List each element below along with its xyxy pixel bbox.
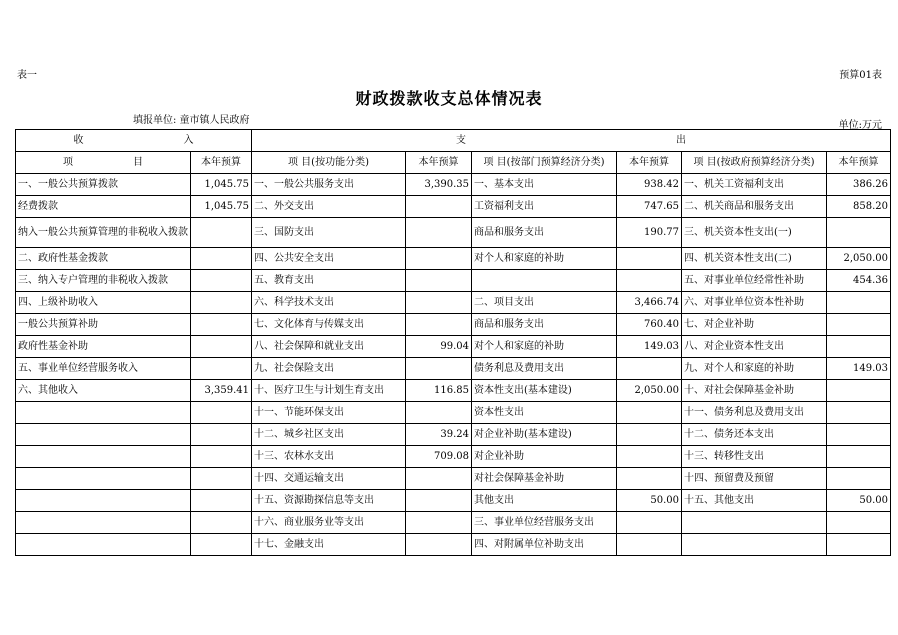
dept-budget-cell (617, 248, 682, 270)
func-item-cell: 十一、节能环保支出 (252, 402, 406, 424)
dept-budget-cell (617, 270, 682, 292)
income-budget-cell (191, 358, 252, 380)
col-header-dept: 项 目(按部门预算经济分类) (472, 152, 617, 174)
gov-item-cell: 二、机关商品和服务支出 (682, 196, 827, 218)
gov-item-cell: 四、机关资本性支出(二) (682, 248, 827, 270)
dept-budget-cell (617, 446, 682, 468)
gov-item-cell (682, 534, 827, 556)
income-item-cell (16, 468, 191, 490)
gov-item-cell: 十三、转移性支出 (682, 446, 827, 468)
income-item-cell: 二、政府性基金拨款 (16, 248, 191, 270)
func-budget-cell (406, 270, 472, 292)
func-budget-cell (406, 490, 472, 512)
table-row (16, 196, 891, 218)
func-budget-cell (406, 468, 472, 490)
income-item-cell: 六、其他收入 (16, 380, 191, 402)
gov-budget-cell (827, 534, 891, 556)
gov-budget-cell (827, 512, 891, 534)
income-item-cell: 一、一般公共预算拨款 (16, 174, 191, 196)
dept-budget-cell: 760.40 (617, 314, 682, 336)
gov-budget-cell: 50.00 (827, 490, 891, 512)
income-budget-cell (191, 292, 252, 314)
income-group-left: 收 (73, 135, 84, 146)
currency-unit: 单位:万元 (838, 120, 882, 131)
gov-item-cell: 九、对个人和家庭的补助 (682, 358, 827, 380)
income-item-cell: 五、事业单位经营服务收入 (16, 358, 191, 380)
page-title: 财政拨款收支总体情况表 (355, 89, 543, 108)
table-row (16, 490, 891, 512)
income-item-cell (16, 446, 191, 468)
column-header-row (16, 152, 891, 174)
func-budget-cell (406, 512, 472, 534)
func-item-cell: 五、教育支出 (252, 270, 406, 292)
func-budget-cell (406, 196, 472, 218)
income-budget-cell: 3,359.41 (191, 380, 252, 402)
func-item-cell: 十二、城乡社区支出 (252, 424, 406, 446)
gov-budget-cell (827, 292, 891, 314)
table-row (16, 314, 891, 336)
dept-item-cell: 二、项目支出 (472, 292, 617, 314)
func-budget-cell (406, 314, 472, 336)
gov-budget-cell (827, 218, 891, 248)
dept-budget-cell (617, 468, 682, 490)
dept-budget-cell: 50.00 (617, 490, 682, 512)
income-budget-cell (191, 424, 252, 446)
dept-budget-cell (617, 358, 682, 380)
gov-item-cell: 一、机关工资福利支出 (682, 174, 827, 196)
gov-budget-cell: 149.03 (827, 358, 891, 380)
income-budget-cell (191, 218, 252, 248)
table-row (16, 424, 891, 446)
table-row (16, 270, 891, 292)
table-row (16, 512, 891, 534)
func-budget-cell: 3,390.35 (406, 174, 472, 196)
dept-budget-cell: 190.77 (617, 218, 682, 248)
dept-budget-cell (617, 424, 682, 446)
func-item-cell: 一、一般公共服务支出 (252, 174, 406, 196)
gov-budget-cell (827, 314, 891, 336)
dept-item-cell: 对企业补助 (472, 446, 617, 468)
gov-item-cell: 六、对事业单位资本性补助 (682, 292, 827, 314)
dept-budget-cell: 747.65 (617, 196, 682, 218)
func-item-cell: 四、公共安全支出 (252, 248, 406, 270)
gov-budget-cell (827, 424, 891, 446)
func-budget-cell (406, 292, 472, 314)
func-item-cell: 十五、资源勘探信息等支出 (252, 490, 406, 512)
income-item-cell: 一般公共预算补助 (16, 314, 191, 336)
income-budget-cell (191, 336, 252, 358)
col-item-right: 目 (133, 157, 143, 168)
func-budget-cell (406, 218, 472, 248)
func-item-cell: 十四、交通运输支出 (252, 468, 406, 490)
gov-item-cell: 十五、其他支出 (682, 490, 827, 512)
gov-budget-cell: 454.36 (827, 270, 891, 292)
func-item-cell: 十七、金融支出 (252, 534, 406, 556)
income-budget-cell: 1,045.75 (191, 174, 252, 196)
col-header-gov: 项 目(按政府预算经济分类) (682, 152, 827, 174)
income-item-cell: 经费拨款 (16, 196, 191, 218)
func-budget-cell: 116.85 (406, 380, 472, 402)
dept-item-cell: 一、基本支出 (472, 174, 617, 196)
table-row (16, 446, 891, 468)
income-item-cell (16, 512, 191, 534)
table-row (16, 380, 891, 402)
gov-budget-cell: 858.20 (827, 196, 891, 218)
func-budget-cell: 709.08 (406, 446, 472, 468)
gov-item-cell: 三、机关资本性支出(一) (682, 218, 827, 248)
func-budget-cell (406, 358, 472, 380)
gov-item-cell: 八、对企业资本性支出 (682, 336, 827, 358)
group-header-row (16, 130, 891, 152)
income-item-cell: 四、上级补助收入 (16, 292, 191, 314)
dept-budget-cell: 2,050.00 (617, 380, 682, 402)
col-item-left: 项 (63, 157, 73, 168)
gov-item-cell: 十一、债务利息及费用支出 (682, 402, 827, 424)
dept-budget-cell: 3,466.74 (617, 292, 682, 314)
func-item-cell: 六、科学技术支出 (252, 292, 406, 314)
func-item-cell: 九、社会保险支出 (252, 358, 406, 380)
func-budget-cell: 99.04 (406, 336, 472, 358)
dept-item-cell: 商品和服务支出 (472, 218, 617, 248)
income-budget-cell (191, 314, 252, 336)
gov-item-cell: 十二、债务还本支出 (682, 424, 827, 446)
income-budget-cell (191, 402, 252, 424)
gov-item-cell (682, 512, 827, 534)
form-code-label: 预算01表 (839, 70, 882, 81)
expense-group-header (252, 130, 891, 152)
dept-item-cell: 对企业补助(基本建设) (472, 424, 617, 446)
income-item-cell (16, 402, 191, 424)
dept-item-cell: 债务利息及费用支出 (472, 358, 617, 380)
table-row (16, 218, 891, 248)
gov-budget-cell (827, 402, 891, 424)
income-item-cell (16, 534, 191, 556)
dept-item-cell: 四、对附属单位补助支出 (472, 534, 617, 556)
dept-item-cell: 三、事业单位经营服务支出 (472, 512, 617, 534)
income-budget-cell (191, 446, 252, 468)
func-item-cell: 十、医疗卫生与计划生育支出 (252, 380, 406, 402)
table-row (16, 402, 891, 424)
func-item-cell: 七、文化体育与传媒支出 (252, 314, 406, 336)
dept-budget-cell: 938.42 (617, 174, 682, 196)
col-header-func: 项 目(按功能分类) (252, 152, 406, 174)
dept-item-cell: 商品和服务支出 (472, 314, 617, 336)
dept-item-cell: 工资福利支出 (472, 196, 617, 218)
income-budget-cell: 1,045.75 (191, 196, 252, 218)
income-budget-cell (191, 490, 252, 512)
expense-group-right: 出 (676, 135, 686, 146)
table-row (16, 336, 891, 358)
income-group-right: 入 (183, 135, 194, 146)
dept-item-cell: 对社会保障基金补助 (472, 468, 617, 490)
gov-budget-cell (827, 380, 891, 402)
gov-item-cell: 七、对企业补助 (682, 314, 827, 336)
dept-item-cell: 资本性支出(基本建设) (472, 380, 617, 402)
expense-group-left: 支 (456, 135, 466, 146)
income-item-cell (16, 490, 191, 512)
table-row (16, 468, 891, 490)
income-budget-cell (191, 468, 252, 490)
dept-item-cell: 其他支出 (472, 490, 617, 512)
gov-budget-cell: 2,050.00 (827, 248, 891, 270)
dept-item-cell: 对个人和家庭的补助 (472, 248, 617, 270)
income-item-cell: 政府性基金补助 (16, 336, 191, 358)
income-item-cell: 纳入一般公共预算管理的非税收入拨款 (16, 218, 191, 248)
gov-budget-cell (827, 336, 891, 358)
dept-budget-cell (617, 512, 682, 534)
income-budget-cell (191, 512, 252, 534)
func-item-cell: 十六、商业服务业等支出 (252, 512, 406, 534)
dept-budget-cell (617, 402, 682, 424)
table-row (16, 358, 891, 380)
func-item-cell: 十三、农林水支出 (252, 446, 406, 468)
table-row (16, 174, 891, 196)
col-header-income-item (16, 152, 191, 174)
gov-item-cell: 十四、预留费及预留 (682, 468, 827, 490)
gov-budget-cell: 386.26 (827, 174, 891, 196)
func-budget-cell: 39.24 (406, 424, 472, 446)
func-item-cell: 二、外交支出 (252, 196, 406, 218)
dept-item-cell: 资本性支出 (472, 402, 617, 424)
col-header-dept-budget: 本年预算 (617, 152, 682, 174)
table-row (16, 534, 891, 556)
income-budget-cell (191, 248, 252, 270)
table-number-label: 表一 (17, 70, 37, 81)
income-budget-cell (191, 534, 252, 556)
table-row (16, 292, 891, 314)
table-row (16, 248, 891, 270)
func-budget-cell (406, 248, 472, 270)
income-budget-cell (191, 270, 252, 292)
gov-budget-cell (827, 446, 891, 468)
func-item-cell: 三、国防支出 (252, 218, 406, 248)
gov-budget-cell (827, 468, 891, 490)
income-item-cell: 三、纳入专户管理的非税收入拨款 (16, 270, 191, 292)
dept-item-cell (472, 270, 617, 292)
filing-unit: 填报单位: 童市镇人民政府 (133, 115, 250, 126)
dept-budget-cell: 149.03 (617, 336, 682, 358)
dept-budget-cell (617, 534, 682, 556)
budget-table (15, 129, 891, 556)
func-budget-cell (406, 534, 472, 556)
func-budget-cell (406, 402, 472, 424)
col-header-income-budget: 本年预算 (191, 152, 252, 174)
dept-item-cell: 对个人和家庭的补助 (472, 336, 617, 358)
income-item-cell (16, 424, 191, 446)
col-header-gov-budget: 本年预算 (827, 152, 891, 174)
gov-item-cell: 十、对社会保障基金补助 (682, 380, 827, 402)
func-item-cell: 八、社会保障和就业支出 (252, 336, 406, 358)
gov-item-cell: 五、对事业单位经常性补助 (682, 270, 827, 292)
col-header-func-budget: 本年预算 (406, 152, 472, 174)
income-group-header (16, 130, 252, 152)
